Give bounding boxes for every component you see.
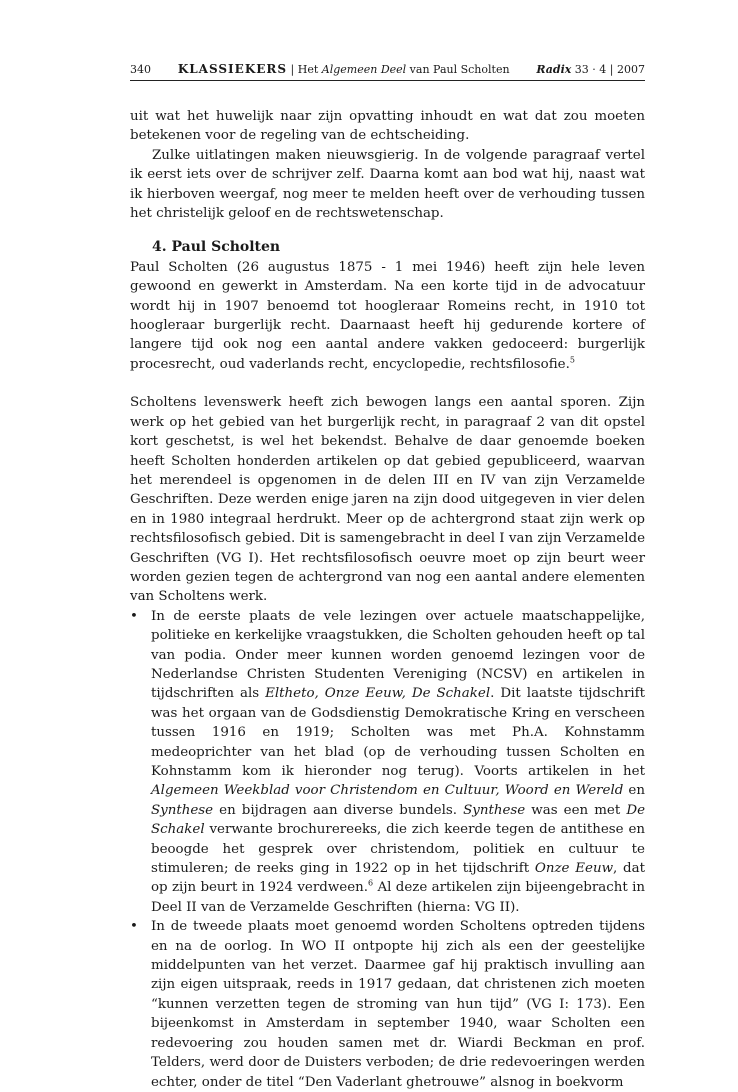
bullet-2-text: In de tweede plaats moet genoemd worden Scholtens optreden tijdens en na de oorlog. In WO II ontpopte hij zich als een der geestelijke middelpunten van het verzet. Daarmee gaf hij praktisch invulling aan zijn eigen uitspraak, reeds in 1917 gedaan, dat christenen zich moeten “kunnen verzetten tegen de stroming van hun tijd” (VG I: 173). Een bijeenkomst in Amsterdam in september 1940, waar Scholten een redevoering zou houden samen met dr. Wiardi Beckman en prof. Telders, werd door de Duisters verboden; de drie redevoeringen werden echter, onder de titel “Den Vaderlant ghetrouwe” alsnog in boekvorm [151,919,645,1090]
list-item [130,917,645,1092]
bullet-1-text: . Dit laatste tijdschrift was het orgaan van de Godsdienstig Demokratische Kring en verscheen tussen 1916 en 1919; Scholten was met Ph.A. Kohnstamm medeoprichter van het blad (op de verhouding tussen Scholten en Kohnstamm kom ik hieronder nog terug). Voorts artikelen in het [151,686,646,779]
bullet-1-text: en bijdragen aan diverse bundels. [213,802,464,818]
paragraph-2: Zulke uitlatingen maken nieuwsgierig. In de volgende paragraaf vertel ik eerst iets over de schrijver zelf. Daarna komt aan bod wat hij, naast wat ik hierboven weergaf, nog meer te melden heeft over de verhouding tussen het christelijk geloof en de rechtswetenschap. [130,147,645,222]
footnote-ref-6: 6 [368,878,374,888]
section-heading: 4. Paul Scholten [152,239,281,256]
title-post: van Paul Scholten [406,63,510,76]
paragraph-gap [130,374,645,393]
article-body [130,107,645,1092]
bullet-1-text: Al deze artikelen zijn bijeengebracht in Deel II van de Verzamelde Geschriften (hierna: VG II). [151,880,646,915]
italic-title: Synthese [463,802,526,818]
italic-title: Onze Eeuw [534,861,614,877]
page [130,62,645,1092]
title-pre: Het [297,63,322,76]
running-head [130,62,645,81]
bullet-1-text: In de eerste plaats de vele lezingen over actuele maatschappelijke, politieke en kerkelijke vraagstukken, die Scholten gehouden heeft op tal van podia. Onder meer kunnen worden genoemd lezingen voor de Nederlandse Christen Studenten Vereniging (NCSV) en artikelen in tijdschriften als [151,608,645,702]
italic-journals: Eltheto, Onze Eeuw, De Schakel [265,686,491,702]
paragraph-3-text: Paul Scholten (26 augustus 1875 - 1 mei 1946) heeft zijn hele leven gewoond en gewerkt in Amsterdam. Na een korte tijd in de advocatuur wordt hij in 1907 benoemd tot hoogleraar Romeins recht, in 1910 tot hoogleraar burgerlijk recht. Daarnaast heeft hij gedurende kortere of langere tijd ook nog een aantal andere vakken gedoceerd: burgerlijk procesrecht, oud vaderlands recht, encyclopedie, rechtsfilosofie. [130,259,645,372]
journal-issue: 33 · 4 | 2007 [571,63,645,76]
bullet-1-text: was een met [525,802,627,818]
separator: | [287,63,298,76]
bullet-list [130,607,645,1092]
running-title [178,62,510,76]
paragraph-1: uit wat het huwelijk naar zijn opvatting inhoudt en wat dat zou moeten betekenen voor de regeling van de echtscheiding. [130,109,645,144]
title-italic: Algemeen Deel [321,63,407,76]
journal-name: Radix [536,63,572,76]
bullet-1-text: en [623,783,645,799]
journal-info [536,63,645,76]
list-item [130,607,645,918]
paragraph-4: Scholtens levenswerk heeft zich bewogen langs een aantal sporen. Zijn werk op het gebied van het burgerlijk recht, in paragraaf 2 van dit opstel kort geschetst, is wel het bekendst. Behalve de daar genoemde boeken heeft Scholten honderden artikelen op dat gebied gepubliceerd, waarvan het merendeel is opgenomen in de delen III en IV van zijn Verzamelde Geschriften. Deze werden enige jaren na zijn dood uitgegeven in vier delen en in 1980 integraal herdrukt. Meer op de achtergrond staat zijn werk op rechtsfilosofisch gebied. Dit is samengebracht in deel I van zijn Verzamelde Geschriften (VG I). Het rechtsfilosofisch oeuvre moet op zijn beurt weer worden gezien tegen de achtergrond van nog een aantal andere elementen van Scholtens werk. [130,395,645,605]
bullet-1-text: verwante brochurereeks, die zich keerde tegen de antithese en beoogde het gesprek over christendom, politiek en cultuur te stimuleren; de reeks ging in 1922 op in het tijdschrift [151,822,645,877]
italic-title: Synthese [151,802,214,818]
italic-journals: Algemeen Weekblad voor Christendom en Cultuur, Woord en Wereld [151,783,624,799]
page-number: 340 [130,63,151,76]
bullet-1-text: , dat op zijn beurt in 1924 verdween. [151,861,645,896]
italic-title: De Schakel [151,802,645,838]
bullet-marker: • [130,919,138,935]
footnote-ref-5: 5 [569,355,575,365]
series-name: KLASSIEKERS [177,62,288,76]
bullet-marker: • [130,608,138,624]
paragraph-3 [130,258,645,374]
